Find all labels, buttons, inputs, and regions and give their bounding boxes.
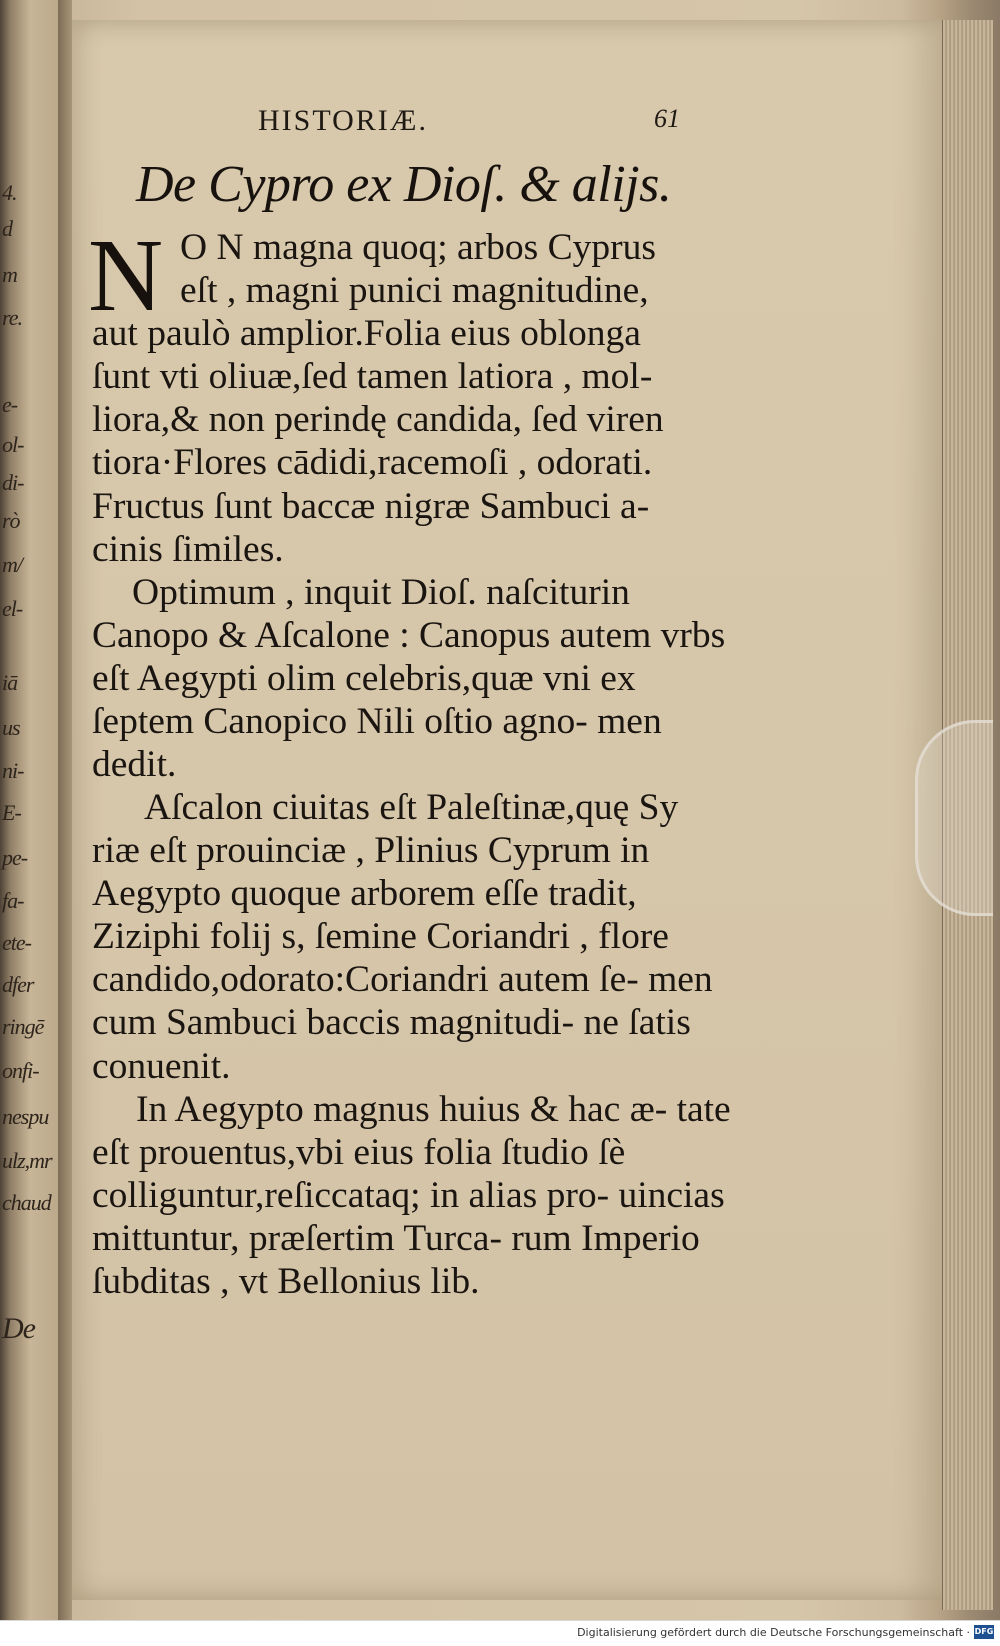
margin-fragment: nespu xyxy=(2,1104,49,1129)
margin-fragment: di- xyxy=(2,470,24,495)
margin-fragment: ni- xyxy=(2,758,24,783)
margin-fragment: chaud xyxy=(2,1190,51,1215)
margin-fragment: d xyxy=(2,216,12,241)
text-line: eſt , magni punici magnitudine, xyxy=(180,270,649,312)
book-gutter xyxy=(58,0,72,1620)
margin-fragment: De xyxy=(2,1312,35,1345)
text-line: candido,odorato:Coriandri autem ſe- xyxy=(92,959,639,1001)
margin-fragment: pe- xyxy=(2,845,28,870)
text-line: uincias mittuntur, præſertim Turca- xyxy=(92,1175,725,1260)
footer-bar xyxy=(0,1620,1000,1646)
margin-fragment: 4. xyxy=(2,180,17,205)
paragraph-4 xyxy=(92,1088,732,1303)
text-line: ne ſatis conuenit. xyxy=(92,1002,691,1087)
paragraph-2 xyxy=(92,571,732,786)
text-line: cinis ſimiles. xyxy=(92,528,284,570)
drop-cap: N xyxy=(88,218,164,333)
text-line: Ziziphi folij s, ſemine Coriandri , flore xyxy=(92,916,669,958)
text-line: rum Imperio ſubditas , vt Bellonius xyxy=(92,1218,700,1303)
margin-fragment: iā xyxy=(2,670,18,695)
running-title: HISTORIÆ. xyxy=(258,104,428,137)
chapter-heading: De Cypro ex Dioſ. & aliјs. xyxy=(136,156,672,213)
funding-credit: Digitalisierung gefördert durch die Deutsche Forschungsgemeinschaft · xyxy=(577,1626,970,1639)
text-line: vrbs eſt Aegypti olim celebris,quæ vni xyxy=(92,615,726,700)
margin-fragment: m/ xyxy=(2,552,22,577)
margin-fragment: dfer xyxy=(2,972,34,997)
margin-fragment: fa- xyxy=(2,888,24,913)
margin-fragment: rò xyxy=(2,508,20,533)
margin-fragment: re. xyxy=(2,305,23,330)
margin-fragment: e- xyxy=(2,392,18,417)
text-line: Aſcalon ciuitas eſt Paleſtinæ,quę Sy xyxy=(144,787,679,828)
margin-fragment: E- xyxy=(2,800,21,825)
text-line: men dedit. xyxy=(92,701,662,786)
margin-fragment: el- xyxy=(2,596,23,621)
text-line: Aegypto quoque arborem eſſe tradit, xyxy=(92,873,637,915)
text-line: O N magna quoq; arbos Cyprus xyxy=(180,227,656,268)
text-line: Optimum , inquit Dioſ. naſciturin xyxy=(132,572,630,613)
margin-fragment: ete- xyxy=(2,930,31,955)
text-line: tate eſt prouentus,vbi eius folia ſtudio xyxy=(92,1089,731,1174)
text-line: men cum Sambuci baccis magnitudi- xyxy=(92,959,713,1044)
text-line: ſunt vti oliuæ,ſed tamen latiora , mol- xyxy=(92,356,653,398)
page-clip xyxy=(915,720,993,916)
text-line: liora,& non perindę candida, ſed viren xyxy=(92,399,664,441)
text-line: Canopo & Aſcalone : Canopus autem xyxy=(92,615,652,657)
paragraph-1 xyxy=(92,226,732,571)
margin-fragment: us xyxy=(2,715,20,740)
catchword: lib. xyxy=(430,1261,480,1303)
text-line: ſè colliguntur,reſiccataq; in alias pro- xyxy=(92,1132,626,1217)
margin-fragment: ulz,mr xyxy=(2,1148,52,1173)
margin-fragment: m xyxy=(2,262,17,287)
page-number: 61 xyxy=(654,104,680,133)
text-line: aut paulò amplior.Folia eius oblonga xyxy=(92,313,641,355)
text-line: Fructus ſunt baccæ nigræ Sambuci a- xyxy=(92,485,650,527)
margin-fragment: onfi- xyxy=(2,1058,39,1083)
margin-fragment: ringē xyxy=(2,1014,44,1039)
text-line: ex ſeptem Canopico Nili oſtio agno- xyxy=(92,658,636,743)
text-line: In Aegypto magnus huius & hac æ- xyxy=(136,1089,668,1130)
text-line: tiora·Flores cādidi,racemoſi , odorati. xyxy=(92,442,653,484)
margin-fragment: ol- xyxy=(2,432,24,457)
facing-page-edge xyxy=(0,0,59,1620)
paragraph-3 xyxy=(92,786,732,1088)
text-line: riæ eſt prouinciæ , Plinius Cyprum in xyxy=(92,830,650,872)
dfg-logo: DFG xyxy=(974,1625,994,1639)
